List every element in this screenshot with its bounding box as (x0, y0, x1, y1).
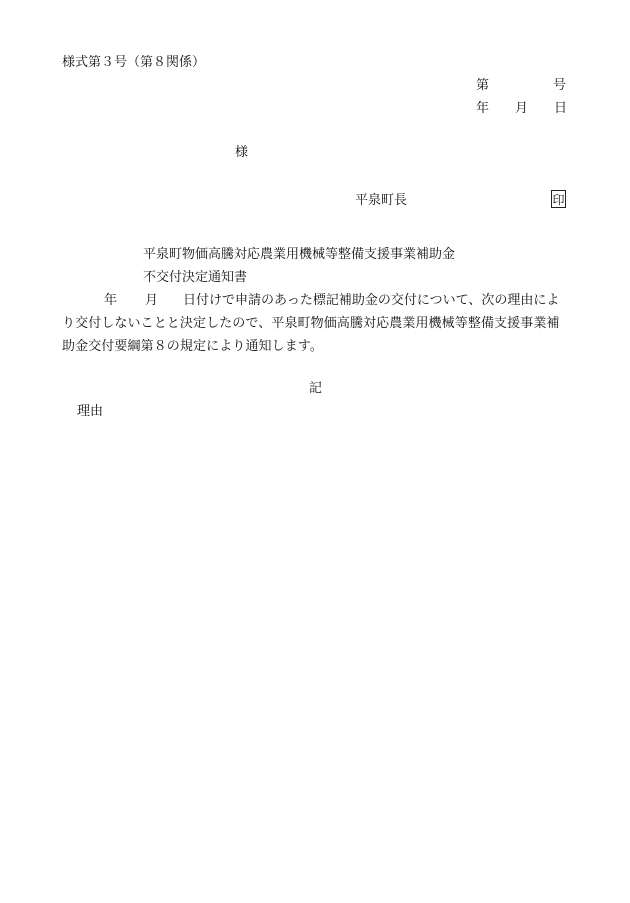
document-number-prefix: 第 (476, 78, 490, 93)
form-label: 様式第３号（第８関係） (62, 55, 206, 70)
body-year: 年 (104, 293, 118, 308)
date-year: 年 (476, 101, 490, 116)
seal-mark: 印 (551, 190, 566, 208)
body-line1: 日付けで申請のあった標記補助金の交付について、次の理由によ (183, 293, 560, 308)
ki-heading: 記 (309, 381, 323, 396)
addressee-suffix: 様 (235, 145, 249, 160)
date-day: 日 (554, 101, 568, 116)
sender-name: 平泉町長 (355, 193, 408, 208)
body-line3: 助金交付要綱第８の規定により通知します。 (62, 339, 323, 354)
reason-label: 理由 (77, 404, 104, 419)
document-title-line1: 平泉町物価高騰対応農業用機械等整備支援事業補助金 (143, 247, 456, 262)
body-line2: り交付しないことと決定したので、平泉町物価高騰対応農業用機械等整備支援事業補 (62, 316, 560, 331)
body-month: 月 (145, 293, 159, 308)
date-month: 月 (515, 101, 529, 116)
document-number-suffix: 号 (553, 78, 567, 93)
document-title-line2: 不交付決定通知書 (143, 270, 248, 285)
